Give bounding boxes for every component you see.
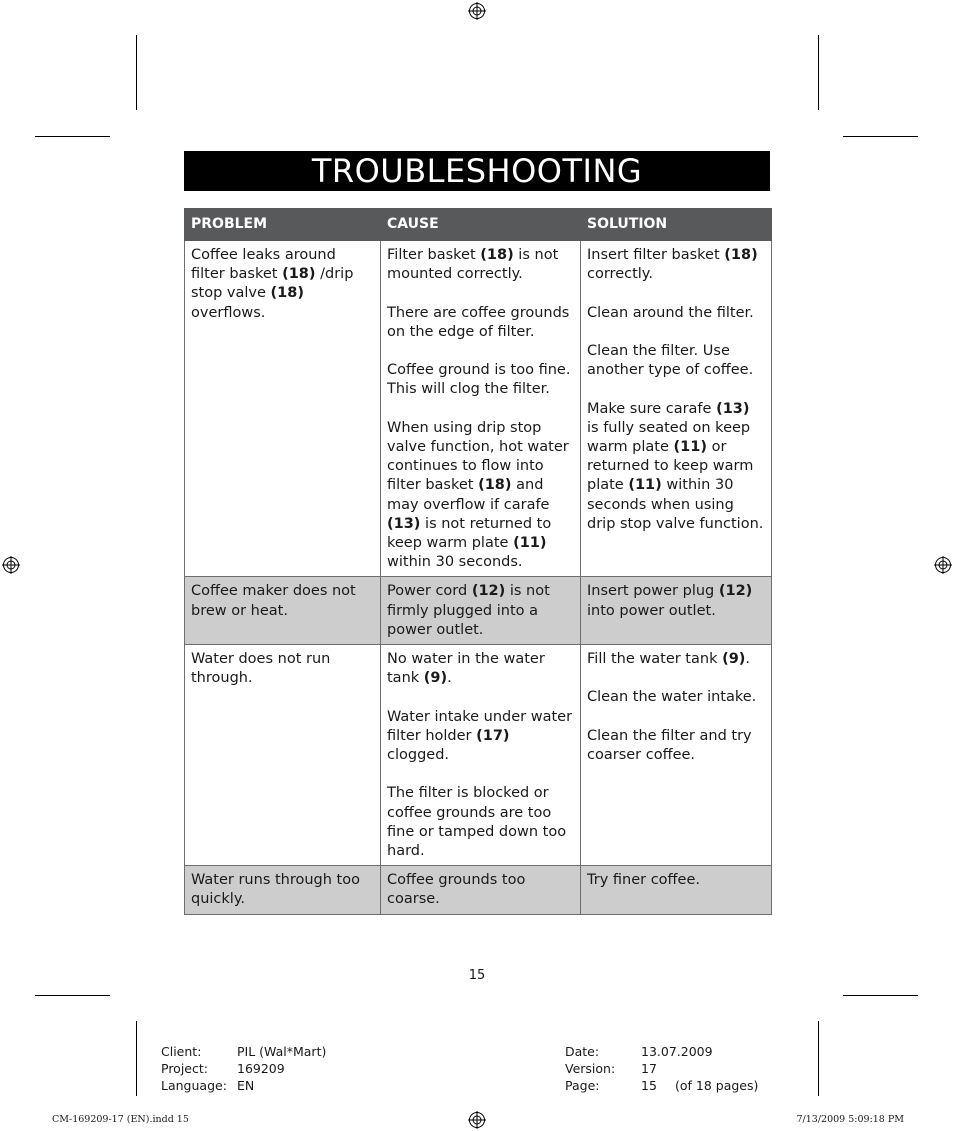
cause-cell xyxy=(381,866,581,914)
troubleshooting-table xyxy=(184,208,772,915)
language-label: Language: xyxy=(161,1078,227,1093)
part-reference: (13) xyxy=(716,400,750,417)
client-row xyxy=(161,1043,326,1060)
solution-cell-text: Insert power plug (12) into power outlet. xyxy=(587,583,753,619)
part-reference: (18) xyxy=(480,247,514,263)
cause-cell xyxy=(381,577,581,645)
part-reference: (11) xyxy=(513,535,547,551)
header-problem: PROBLEM xyxy=(185,209,381,241)
cause-cell xyxy=(381,241,581,577)
version-row xyxy=(565,1060,758,1077)
problem-cell-text: Coffee leaks around filter basket (18) /drip stop valve (18) overflows. xyxy=(191,247,354,321)
part-reference: (9) xyxy=(722,651,746,668)
cause-cell xyxy=(381,645,581,866)
page-value: 15 xyxy=(641,1078,657,1093)
date-value: 13.07.2009 xyxy=(641,1044,713,1059)
client-value: PIL (Wal*Mart) xyxy=(237,1044,327,1059)
part-reference: (18) xyxy=(478,477,512,494)
table-header-row xyxy=(185,209,772,241)
part-reference: (11) xyxy=(673,438,707,455)
page-number: 15 xyxy=(468,968,486,983)
slug-timestamp: 7/13/2009 5:09:18 PM xyxy=(796,1114,904,1125)
part-reference: (12) xyxy=(471,583,506,600)
project-row xyxy=(161,1060,326,1077)
crop-mark xyxy=(843,136,918,137)
cause-cell-text: Water intake under water filter holder (17) clogged. xyxy=(387,708,573,764)
solution-cell-text: Clean the water intake. xyxy=(587,689,757,706)
cause-cell-text: When using drip stop valve function, hot water continues to flow into filter basket (18) and may overflow if carafe (13) is not returned to keep warm plate (11) within 30 seconds. xyxy=(387,419,569,571)
version-label: Version: xyxy=(565,1061,616,1076)
part-reference: (11) xyxy=(628,477,662,494)
problem-cell-text: Water does not run through. xyxy=(191,651,331,687)
solution-cell xyxy=(581,577,772,645)
cause-cell-text: Power cord (12) is not firmly plugged into a power outlet. xyxy=(387,583,550,638)
solution-cell-text: Fill the water tank (9). xyxy=(587,651,751,668)
language-value: EN xyxy=(237,1078,255,1093)
part-reference: (12) xyxy=(718,583,753,600)
solution-cell-text: Clean the filter and try coarser coffee. xyxy=(587,727,752,763)
table-row xyxy=(185,866,772,914)
registration-mark-icon xyxy=(2,556,20,574)
solution-cell-text: Clean around the filter. xyxy=(587,304,754,321)
part-reference: (18) xyxy=(724,247,758,263)
part-reference: (18) xyxy=(282,266,316,283)
page-row xyxy=(565,1077,758,1094)
table-row xyxy=(185,645,772,866)
table-row xyxy=(185,241,772,577)
page-total: (of 18 pages) xyxy=(675,1078,759,1093)
cause-cell-text: Coffee ground is too fine. This will clog the filter. xyxy=(387,362,571,398)
problem-cell xyxy=(185,645,381,866)
table-row xyxy=(185,577,772,645)
page-label: Page: xyxy=(565,1078,600,1093)
registration-mark-icon xyxy=(934,556,952,574)
problem-cell-text: Coffee maker does not brew or heat. xyxy=(191,583,356,619)
job-info-left xyxy=(161,1043,326,1094)
problem-cell xyxy=(185,866,381,914)
registration-mark-icon xyxy=(468,1111,486,1129)
crop-mark xyxy=(35,995,110,996)
registration-mark-icon xyxy=(468,2,486,20)
project-value: 169209 xyxy=(237,1061,285,1076)
slug-filename: CM-169209-17 (EN).indd 15 xyxy=(52,1114,189,1125)
part-reference: (18) xyxy=(270,285,304,302)
job-info-right xyxy=(565,1043,758,1094)
problem-cell xyxy=(185,577,381,645)
problem-cell xyxy=(185,241,381,577)
header-solution: SOLUTION xyxy=(581,209,772,241)
solution-cell xyxy=(581,866,772,914)
date-row xyxy=(565,1043,758,1060)
cause-cell-text: Filter basket (18) is not mounted correctly. xyxy=(387,247,559,283)
cause-cell-text: The filter is blocked or coffee grounds are too fine or tamped down too hard. xyxy=(387,785,567,860)
solution-cell-text: Make sure carafe (13) is fully seated on keep warm plate (11) or returned to keep warm plate (11) within 30 seconds when using drip stop valve function. xyxy=(587,400,764,532)
client-label: Client: xyxy=(161,1044,202,1059)
crop-mark xyxy=(843,995,918,996)
crop-mark xyxy=(35,136,110,137)
date-label: Date: xyxy=(565,1044,600,1059)
solution-cell xyxy=(581,645,772,866)
solution-cell-text: Try finer coffee. xyxy=(587,872,700,889)
cause-cell-text: No water in the water tank (9). xyxy=(387,651,545,687)
solution-cell-text: Insert filter basket (18) correctly. xyxy=(587,247,758,283)
part-reference: (17) xyxy=(476,727,510,744)
crop-mark xyxy=(818,1021,819,1096)
solution-cell xyxy=(581,241,772,577)
cause-cell-text: There are coffee grounds on the edge of filter. xyxy=(387,304,570,340)
crop-mark xyxy=(818,35,819,110)
project-label: Project: xyxy=(161,1061,208,1076)
crop-mark xyxy=(136,35,137,110)
language-row xyxy=(161,1077,326,1094)
solution-cell-text: Clean the filter. Use another type of coffee. xyxy=(587,342,754,379)
page-title: TROUBLESHOOTING xyxy=(184,151,770,191)
cause-cell-text: Coffee grounds too coarse. xyxy=(387,872,526,908)
part-reference: (13) xyxy=(387,515,421,532)
crop-mark xyxy=(136,1021,137,1096)
problem-cell-text: Water runs through too quickly. xyxy=(191,872,360,908)
part-reference: (9) xyxy=(423,670,448,687)
version-value: 17 xyxy=(641,1061,657,1076)
header-cause: CAUSE xyxy=(381,209,581,241)
